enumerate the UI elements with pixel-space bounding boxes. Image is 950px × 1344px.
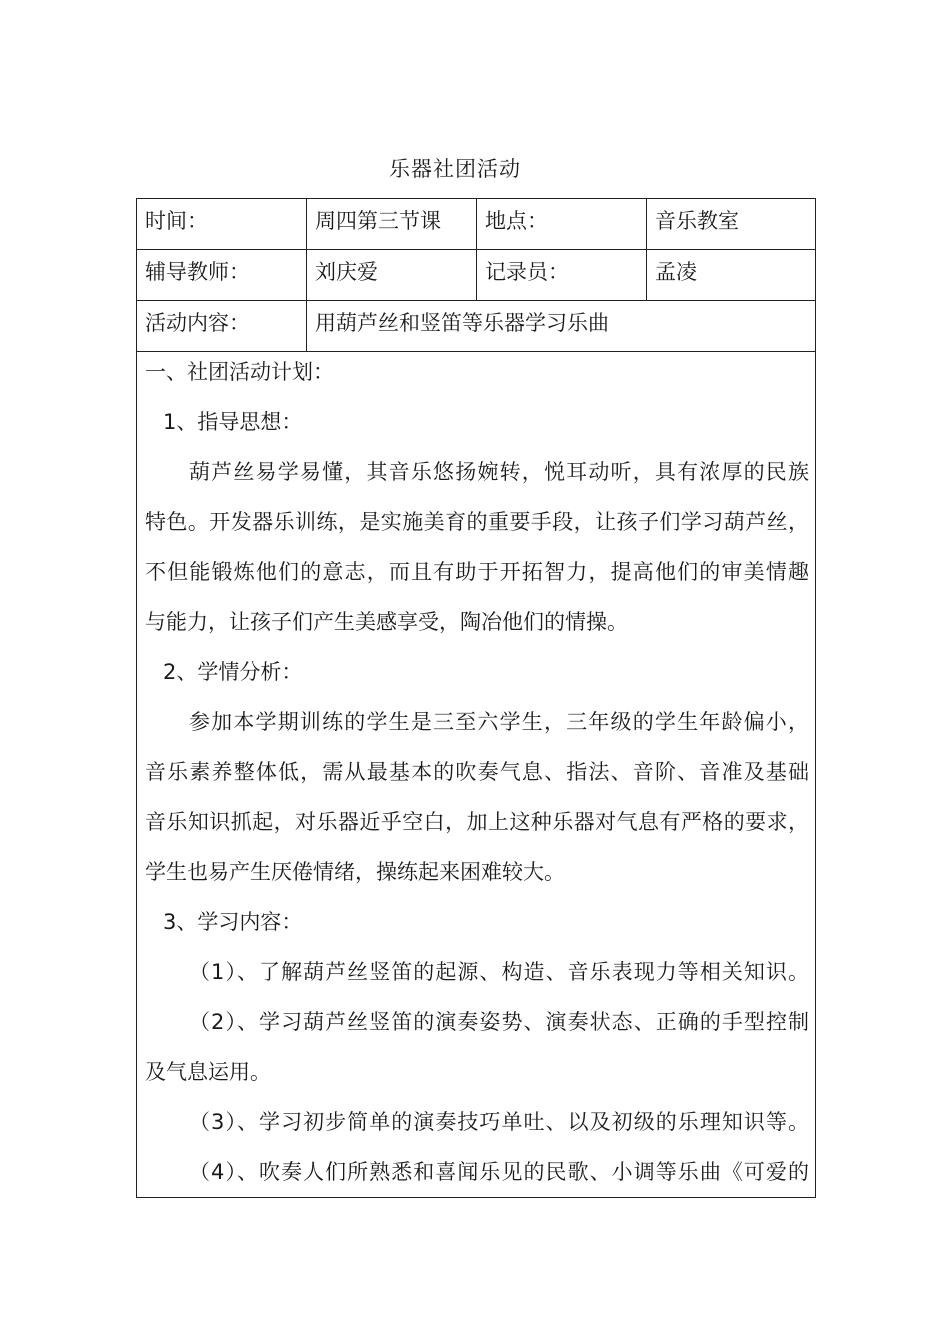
recorder-label: 记录员： bbox=[477, 250, 647, 300]
paragraph-line: 音乐知识抓起，对乐器近乎空白，加上这种乐器对气息有严格的要求， bbox=[145, 810, 809, 834]
list-item: （4）、吹奏人们所熟悉和喜闻乐见的民歌、小调等乐曲《可爱的 bbox=[189, 1160, 809, 1184]
teacher-recorder-row bbox=[137, 250, 815, 301]
list-item: （3）、学习初步简单的演奏技巧单吐、以及初级的乐理知识等。 bbox=[189, 1110, 809, 1134]
page-title: 乐器社团活动 bbox=[389, 157, 521, 181]
content-row bbox=[137, 301, 815, 352]
section-heading: 一、社团活动计划： bbox=[145, 360, 334, 384]
activity-record-form bbox=[136, 198, 816, 1198]
recorder-value: 孟凌 bbox=[655, 260, 697, 284]
heading-student-analysis: 2、学情分析： bbox=[163, 660, 303, 684]
paragraph-line: 音乐素养整体低，需从最基本的吹奏气息、指法、音阶、音准及基础 bbox=[145, 760, 809, 784]
list-item: （2）、学习葫芦丝竖笛的演奏姿势、演奏状态、正确的手型控制 bbox=[189, 1010, 809, 1034]
paragraph-line: 学生也易产生厌倦情绪，操练起来困难较大。 bbox=[145, 860, 565, 884]
paragraph-line: 葫芦丝易学易懂，其音乐悠扬婉转，悦耳动听，具有浓厚的民族 bbox=[189, 460, 809, 484]
time-place-row bbox=[137, 199, 815, 250]
paragraph-line: 参加本学期训练的学生是三至六学生，三年级的学生年龄偏小， bbox=[189, 710, 809, 734]
teacher-label: 辅导教师： bbox=[137, 250, 307, 300]
activity-plan-body bbox=[137, 352, 815, 1197]
content-value: 用葫芦丝和竖笛等乐器学习乐曲 bbox=[315, 311, 609, 335]
paragraph-line: 与能力，让孩子们产生美感享受，陶冶他们的情操。 bbox=[145, 610, 628, 634]
time-label: 时间： bbox=[137, 199, 307, 249]
place-label: 地点： bbox=[477, 199, 647, 249]
time-value: 周四第三节课 bbox=[307, 199, 477, 249]
teacher-value: 刘庆爱 bbox=[307, 250, 477, 300]
place-value: 音乐教室 bbox=[655, 209, 739, 233]
heading-learning-content: 3、学习内容： bbox=[163, 910, 303, 934]
heading-guiding-idea: 1、指导思想： bbox=[163, 410, 303, 434]
list-item-continuation: 及气息运用。 bbox=[145, 1060, 271, 1084]
content-label: 活动内容： bbox=[137, 301, 307, 351]
paragraph-line: 不但能锻炼他们的意志，而且有助于开拓智力，提高他们的审美情趣 bbox=[145, 560, 809, 584]
paragraph-line: 特色。开发器乐训练，是实施美育的重要手段，让孩子们学习葫芦丝， bbox=[145, 510, 809, 534]
list-item: （1）、了解葫芦丝竖笛的起源、构造、音乐表现力等相关知识。 bbox=[189, 960, 809, 984]
